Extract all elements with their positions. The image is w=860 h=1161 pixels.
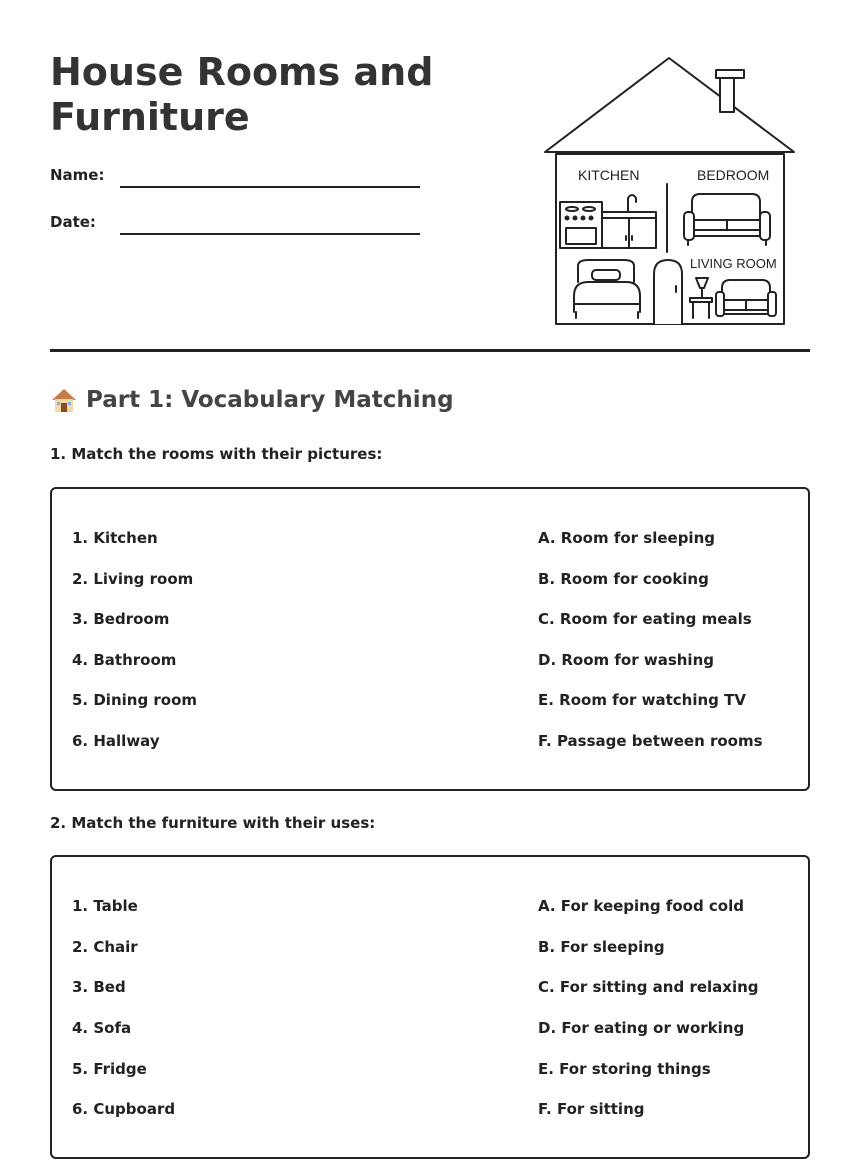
match-left-item: 1. Kitchen [72,529,158,547]
match-right-item: B. Room for cooking [538,570,709,588]
worksheet-title: House Rooms and Furniture [50,50,434,139]
house-label-kitchen: KITCHEN [578,167,640,183]
chimney-cap [716,70,744,78]
name-line[interactable] [120,186,420,188]
match-right-item: C. For sitting and relaxing [538,978,759,996]
part1-title-text: Part 1: Vocabulary Matching [86,387,454,413]
match-left-item: 5. Dining room [72,691,198,709]
name-label: Name: [50,166,105,184]
match-left-item: 4. Bathroom [72,651,177,669]
match-right-item: A. Room for sleeping [538,529,715,547]
date-label: Date: [50,213,96,231]
header-divider [50,349,810,352]
match-left-item: 4. Sofa [72,1019,132,1037]
match-left-item: 3. Bed [72,978,126,996]
match-left-item: 6. Hallway [72,732,160,750]
match-left-item: 2. Living room [72,570,194,588]
chimney [720,76,734,112]
door-icon [654,260,682,324]
match-right-item: E. For storing things [538,1060,711,1078]
match-right-item: F. For sitting [538,1100,645,1118]
match-left-item: 2. Chair [72,938,138,956]
match-right-item: C. Room for eating meals [538,610,752,628]
question-2-prompt: 2. Match the furniture with their uses: [50,814,376,832]
house-illustration [540,52,800,332]
match-right-item: A. For keeping food cold [538,897,744,915]
stove-icon [560,202,602,248]
matching-box-furniture [50,855,810,1159]
match-right-item: D. Room for washing [538,651,714,669]
house-label-living-room: LIVING ROOM [690,256,777,271]
house-icon [50,386,78,414]
roof [545,58,794,152]
date-line[interactable] [120,233,420,235]
part1-title [50,386,454,414]
match-right-item: E. Room for watching TV [538,691,746,709]
match-right-item: B. For sleeping [538,938,665,956]
matching-box-rooms [50,487,810,791]
match-left-item: 1. Table [72,897,138,915]
question-1-prompt: 1. Match the rooms with their pictures: [50,445,383,463]
match-left-item: 5. Fridge [72,1060,147,1078]
match-left-item: 3. Bedroom [72,610,170,628]
match-left-item: 6. Cupboard [72,1100,176,1118]
match-right-item: D. For eating or working [538,1019,745,1037]
house-label-bedroom: BEDROOM [697,167,770,183]
match-right-item: F. Passage between rooms [538,732,763,750]
